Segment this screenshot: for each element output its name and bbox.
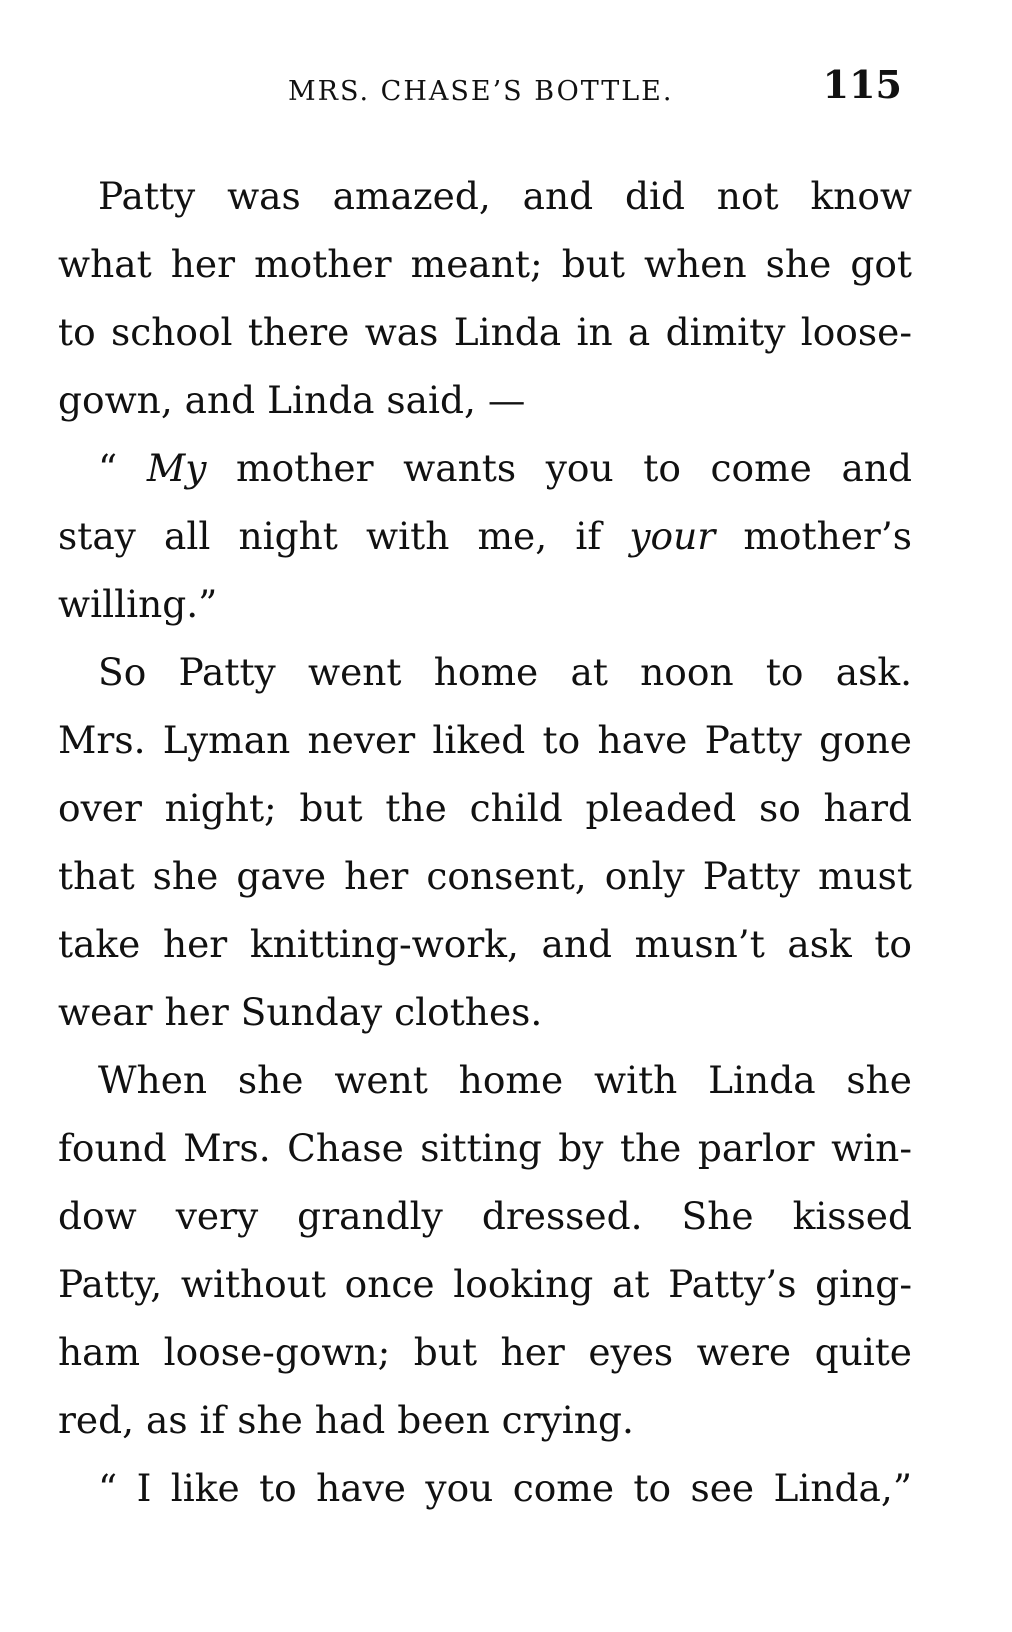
page-number: 115	[822, 62, 902, 107]
text-line: take her knitting-work, and musn’t ask to	[58, 922, 912, 966]
paragraph	[58, 638, 912, 1046]
text-line: Patty, without once looking at Patty’s ging-	[58, 1262, 912, 1306]
paragraph	[58, 434, 912, 638]
running-title: MRS. CHASE’S BOTTLE.	[288, 76, 674, 107]
text-line: Patty was amazed, and did not know	[98, 174, 912, 218]
running-head	[58, 60, 908, 110]
text-line: wear her Sunday clothes.	[58, 990, 543, 1034]
text-line: what her mother meant; but when she got	[58, 242, 912, 286]
text-line: So Patty went home at noon to ask.	[98, 650, 912, 694]
text-line: that she gave her consent, only Patty must	[58, 854, 912, 898]
text-line: red, as if she had been crying.	[58, 1398, 634, 1442]
text-line: gown, and Linda said, —	[58, 378, 526, 422]
text-line: over night; but the child pleaded so hard	[58, 786, 912, 830]
paragraph	[58, 162, 912, 434]
text-line: ham loose-gown; but her eyes were quite	[58, 1330, 912, 1374]
text-line: Mrs. Lyman never liked to have Patty gone	[58, 718, 912, 762]
text-line: dow very grandly dressed. She kissed	[58, 1194, 912, 1238]
text-line: When she went home with Linda she	[98, 1058, 912, 1102]
text-line: “ My mother wants you to come and	[98, 446, 912, 490]
text-line: “ I like to have you come to see Linda,”	[98, 1466, 912, 1510]
emphasis: My	[146, 446, 207, 490]
text-line: willing.”	[58, 582, 218, 626]
paragraph	[58, 1046, 912, 1454]
emphasis: your	[629, 514, 716, 558]
text-line: found Mrs. Chase sitting by the parlor win-	[58, 1126, 912, 1170]
text-line: stay all night with me, if your mother’s	[58, 514, 912, 558]
body-text	[58, 162, 912, 1522]
paragraph	[58, 1454, 912, 1522]
text-line: to school there was Linda in a dimity loose-	[58, 310, 912, 354]
